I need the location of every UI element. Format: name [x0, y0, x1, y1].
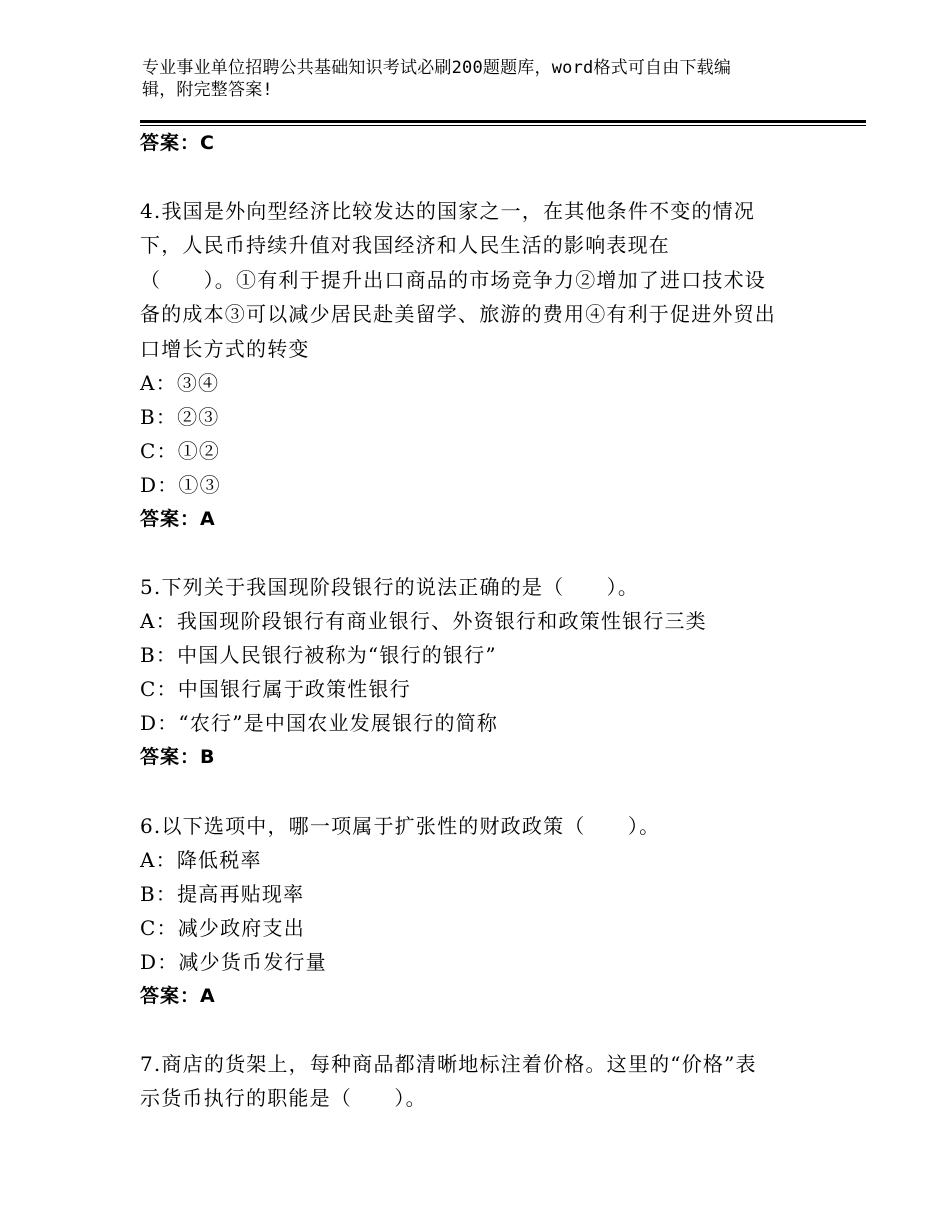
- q4-option-a: A：③④: [140, 371, 220, 395]
- header-rule-thin: [140, 125, 866, 126]
- answer-prev: 答案：C: [140, 132, 215, 154]
- q4-stem-line-4: 备的成本③可以减少居民赴美留学、旅游的费用④有利于促进外贸出: [140, 302, 776, 326]
- q5-answer: 答案：B: [140, 746, 216, 768]
- q5-stem-line-1: 5.下列关于我国现阶段银行的说法正确的是（ ）。: [140, 575, 640, 599]
- q6-option-d: D：减少货币发行量: [140, 950, 327, 974]
- q4-option-c: C：①②: [140, 439, 221, 463]
- q6-option-a: A：降低税率: [140, 848, 262, 872]
- q6-option-c: C：减少政府支出: [140, 916, 305, 940]
- q6-stem-line-1: 6.以下选项中，哪一项属于扩张性的财政政策（ ）。: [140, 814, 661, 838]
- q4-option-d: D：①③: [140, 473, 221, 497]
- q5-option-b: B：中国人民银行被称为“银行的银行”: [140, 643, 497, 667]
- header-line-2: 辑，附完整答案!: [142, 80, 273, 100]
- q6-option-b: B：提高再贴现率: [140, 882, 305, 906]
- page-header: [142, 57, 802, 101]
- q4-option-b: B：②③: [140, 405, 220, 429]
- q4-stem-line-2: 下，人民币持续升值对我国经济和人民生活的影响表现在: [140, 233, 670, 257]
- q4-answer: 答案：A: [140, 508, 216, 530]
- q7-stem-line-1: 7.商店的货架上，每种商品都清晰地标注着价格。这里的“价格”表: [140, 1052, 757, 1076]
- q5-option-d: D：“农行”是中国农业发展银行的简称: [140, 711, 499, 735]
- q4-stem-line-5: 口增长方式的转变: [140, 337, 310, 361]
- q4-stem-line-3: （ ）。①有利于提升出口商品的市场竞争力②增加了进口技术设: [140, 268, 766, 292]
- q7-stem-line-2: 示货币执行的职能是（ ）。: [140, 1086, 427, 1110]
- q5-option-a: A：我国现阶段银行有商业银行、外资银行和政策性银行三类: [140, 609, 707, 633]
- header-line-1: 专业事业单位招聘公共基础知识考试必刷200题题库，word格式可自由下载编: [142, 58, 732, 78]
- header-rule-thick: [140, 120, 866, 123]
- q4-stem-line-1: 4.我国是外向型经济比较发达的国家之一，在其他条件不变的情况: [140, 199, 756, 223]
- q6-answer: 答案：A: [140, 985, 216, 1007]
- q5-option-c: C：中国银行属于政策性银行: [140, 677, 411, 701]
